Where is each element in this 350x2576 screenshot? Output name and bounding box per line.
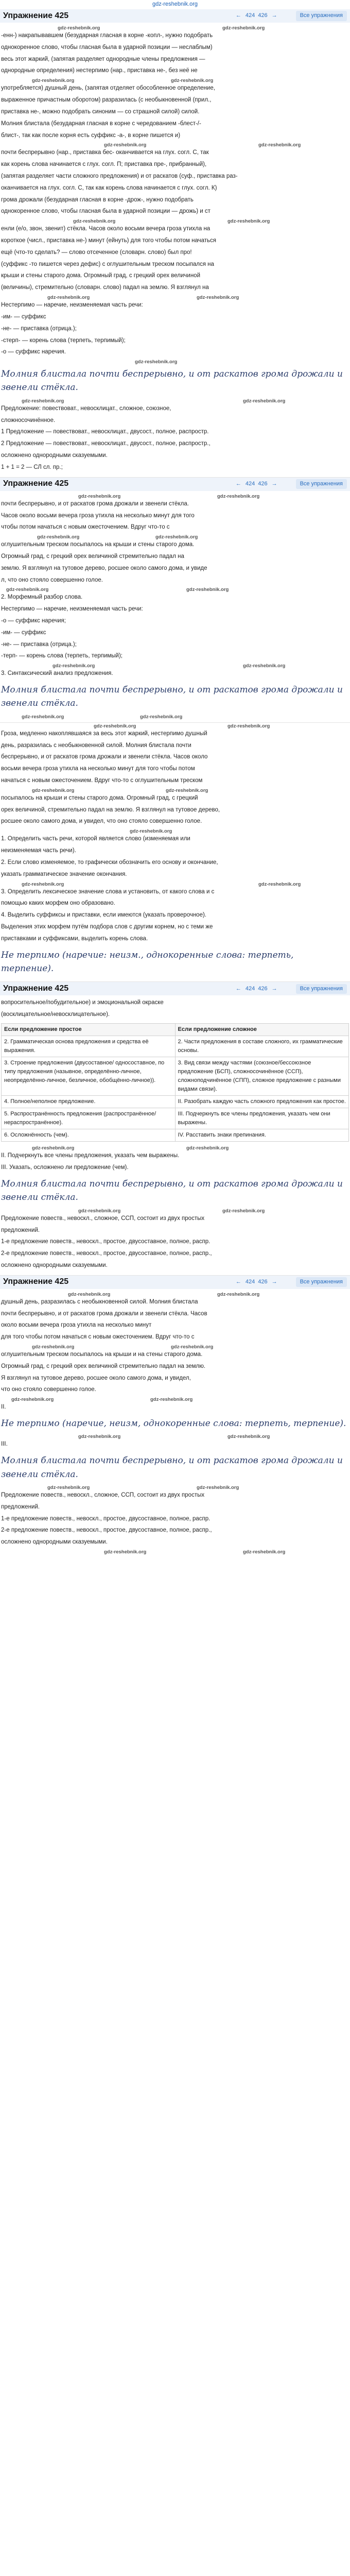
solution-section-4 (0, 981, 350, 1275)
watermark-row: gdz-reshebnik.org gdz-reshebnik.org (32, 78, 214, 84)
text-line: оглушительным треском посыпалось на крыши и стены старого дома. (1, 541, 195, 548)
table-cell: 2. Части предложения в составе сложного, их грамматические основы. (175, 1036, 348, 1057)
text-line: 1 + 1 = 2 — СЛ сл. пр.; (1, 464, 63, 470)
all-exercises-button[interactable]: Все упражнения (296, 1277, 347, 1287)
text-line: однокоренное слово, чтобы гласная была в ударной позиции — неслаблым) (1, 44, 213, 50)
text-line: употребляется) душный день, (запятая отделяет обособленное определение, (1, 85, 215, 92)
text-line: Огромный град, с грецкий орех величиной стремительно падал на (1, 553, 184, 560)
text-line: выраженное причастным оборотом) разразилась (с необыкновенной (прил., (1, 97, 212, 104)
table-cell: 4. Полное/неполное предложение. (2, 1096, 176, 1108)
text-line: что оно стояло совершенно голое. (1, 1386, 96, 1393)
text-line: крыши и стены старого дома. Огромный град, с грецкий орех величиной (1, 273, 201, 279)
handwritten-sentence: Молния блистала почти беспрерывно, и от раскатов грома дрожали и звенели стёкла. (1, 1455, 343, 1480)
text-line: приставка не-, можно подобрать синоним — со страшной силой) силой. (1, 108, 200, 115)
exercise-header (0, 9, 350, 23)
text-line: 3. Синтаксический анализ предложения. (1, 670, 113, 677)
text-line: -не- — приставка (отрица.); (1, 641, 77, 648)
prev-exercise-link[interactable]: 424 (245, 985, 255, 992)
table-cell: 2. Грамматическая основа предложения и средства её выражения. (2, 1036, 176, 1057)
exercise-title: Упражнение 425 (3, 1277, 69, 1286)
prev-exercise-link[interactable]: 424 (245, 1279, 255, 1285)
next-exercise-link[interactable]: 426 (258, 481, 268, 487)
text-line: 1. Определить часть речи, которой является слово (изменяемая или (1, 836, 190, 842)
table-row (2, 1108, 349, 1129)
text-line: Нестерпимо — наречие, неизменяемая часть речи: (1, 302, 143, 309)
text-line: предложений. (1, 1503, 40, 1510)
text-line: восьми вечера гроза утихла на несколько минут для того чтобы потом (1, 766, 195, 772)
exercise-nav (235, 984, 347, 994)
exercise-title: Упражнение 425 (3, 479, 69, 488)
text-line: как корень слова начинается с глух. согл. П; приставка пре-, прибранный), (1, 161, 207, 168)
handwritten-morpheme-note: Не терпимо (наречие, неизм, однокоренные слова: терпеть, терпение). (1, 1418, 346, 1429)
exercise-nav (235, 11, 347, 21)
table-header-simple: Если предложение простое (2, 1023, 176, 1036)
watermark-row: gdz-reshebnik.org gdz-reshebnik.org (37, 534, 198, 540)
watermark-row: gdz-reshebnik.org gdz-reshebnik.org (6, 587, 229, 593)
text-line: однокоренное слово, чтобы гласная была в ударной позиции — дрожь) и ст (1, 208, 211, 215)
site-link[interactable]: gdz-reshebnik.org (152, 1, 198, 7)
text-line: II. (1, 1404, 6, 1411)
watermark-row: gdz-reshebnik.org (130, 828, 172, 835)
text-line: почти беспрерывно (нар., приставка бес- оканчивается на глух. согл. С, так (1, 149, 209, 156)
next-exercise-link[interactable]: 426 (258, 1279, 268, 1285)
table-cell: 3. Строение предложения (двусоставное/ односоставное, по типу предложения (назывное, определённо-личное, неопределённо-личное, безличное, обобщённо-личное)). (2, 1057, 176, 1096)
text-line: начаться с новым ожесточением. Вдруг что-то с оглушительным треском (1, 777, 203, 784)
analysis-plan-table (1, 1023, 349, 1142)
text-line: почти беспрерывно, и от раскатов грома дрожали и звенели стёкла. (1, 500, 189, 507)
text-line: 2-е предложение повеств., невоскл., простое, двусоставное, полное, распр., (1, 1250, 212, 1257)
text-line: для того чтобы потом начаться с новым ожесточением. Вдруг что-то с (1, 1334, 195, 1341)
text-line: Предложение повеств., невоскл., сложное, ССП, состоит из двух простых (1, 1215, 205, 1222)
table-row (2, 1096, 349, 1108)
table-cell: 3. Вид связи между частями (союзное/бессоюзное предложение (БСП), сложносочинённое (ССП), сложноподчинённое (СПП), сложное предложение с разными видами связи). (175, 1057, 348, 1096)
all-exercises-button[interactable]: Все упражнения (296, 984, 347, 994)
text-line: л, что оно стояло совершенно голое. (1, 577, 103, 583)
text-line: Нестерпимо — наречие, неизменяемая часть речи: (1, 606, 143, 613)
handwritten-sentence: Молния блистала почти беспрерывно, и от раскатов грома дрожали и звенели стёкла. (1, 685, 343, 709)
table-cell: III. Подчеркнуть все члены предложения, указать чем они выражены. (175, 1108, 348, 1129)
text-line: -им- — суффикс (1, 313, 46, 320)
text-line: -терп- — корень слова (терпеть, терпимый); (1, 653, 122, 659)
text-line: оглушительным треском посыпалось на крыши и на стены старого дома. (1, 1351, 203, 1358)
next-exercise-link[interactable]: 426 (258, 985, 268, 992)
text-line: Гроза, медленно накоплявшаяся за весь этот жаркий, нестерпимо душный (1, 730, 207, 737)
exercise-header (0, 478, 350, 491)
text-line: грома дрожали (безударная гласная в корне -дрож-, нужно подобрать (1, 196, 194, 203)
table-row (2, 1129, 349, 1142)
exercise-header (0, 982, 350, 995)
text-line: -не- — приставка (отрица.); (1, 325, 77, 332)
exercise-nav (235, 479, 347, 489)
text-line: енли (е/о, звон, звенит) стёкла. Часов около восьми вечера гроза утихла на (1, 226, 211, 232)
watermark-row: gdz-reshebnik.org gdz-reshebnik.org (78, 1208, 265, 1214)
text-line: -о — суффикс наречия. (1, 349, 66, 355)
text-line: помощью каких морфем оно образовано. (1, 900, 115, 907)
prev-exercise-link[interactable]: 424 (245, 12, 255, 19)
prev-arrow-icon[interactable]: ← (235, 1279, 241, 1285)
watermark-row: gdz-reshebnik.org gdz-reshebnik.org (47, 1484, 239, 1490)
table-cell: IV. Расставить знаки препинания. (175, 1129, 348, 1142)
text-line: осложнено однородными сказуемыми. (1, 1262, 108, 1268)
next-arrow-icon[interactable]: → (271, 12, 277, 19)
watermark-row: gdz-reshebnik.org gdz-reshebnik.org (94, 723, 270, 729)
text-line: 2 Предложение — повествоват., невосклицат., двусост., полное, распростр., (1, 440, 211, 447)
watermark-row: gdz-reshebnik.org gdz-reshebnik.org (58, 25, 265, 31)
text-line: росшее около самого дома, и увидел, что оно стояло совершенно голое. (1, 818, 202, 825)
table-cell: 5. Распространённость предложения (распространённое/ нераспространённое). (2, 1108, 176, 1129)
watermark-row: gdz-reshebnik.org gdz-reshebnik.org (104, 1549, 286, 1555)
text-line: душный день, разразилась с необыкновенной силой. Молния блистала (1, 1298, 198, 1305)
watermark-row: gdz-reshebnik.org gdz-reshebnik.org (104, 142, 301, 148)
text-line: (восклицательное/невосклицательное). (1, 1011, 110, 1018)
text-line: 3. Определить лексическое значение слова и установить, от какого слова и с (1, 888, 215, 895)
next-exercise-link[interactable]: 426 (258, 12, 268, 19)
text-line: приставками и суффиксами, выделить корень слова. (1, 935, 148, 942)
watermark-row: gdz-reshebnik.org gdz-reshebnik.org (32, 1344, 214, 1350)
text-line: 2-е предложение повеств., невоскл., простое, двусоставное, полное, распр., (1, 1527, 212, 1534)
text-line: 2. Если слово изменяемое, то графически обозначить его основу и окончание, (1, 859, 218, 866)
exercise-title: Упражнение 425 (3, 984, 69, 993)
text-line: 2. Морфемный разбор слова. (1, 594, 83, 601)
exercise-nav (235, 1277, 347, 1287)
text-line: III. Указать, осложнено ли предложение (чем). (1, 1164, 129, 1171)
watermark-row: gdz-reshebnik.org gdz-reshebnik.org (22, 881, 301, 887)
text-line: Молния блистала (безударная гласная в корне с чередованием -блест-/- (1, 120, 201, 127)
text-line: II. Подчеркнуть все члены предложения, указать чем выражены. (1, 1153, 180, 1159)
solution-section-5 (0, 1275, 350, 1557)
text-line: осложнено однородными сказуемыми. (1, 452, 108, 459)
all-exercises-button[interactable]: Все упражнения (296, 479, 347, 489)
text-line: 1-е предложение повеств., невоскл., простое, двусоставное, полное, распр. (1, 1239, 211, 1245)
handwritten-morpheme-note: Не терпимо (наречие: неизм., однокоренные слова: терпеть, терпение). (1, 950, 294, 974)
watermark-row: gdz-reshebnik.org gdz-reshebnik.org (22, 714, 183, 720)
text-line: Часов около восьми вечера гроза утихла на несколько минут для того (1, 512, 195, 519)
exercise-header (0, 1276, 350, 1289)
text-line: осложнено однородными сказуемыми. (1, 1539, 108, 1546)
watermark-row: gdz-reshebnik.org gdz-reshebnik.org (47, 295, 239, 301)
text-line: (суффикс -то пишется через дефис) с оглушительным треском посыпался на (1, 261, 214, 267)
text-line: почти беспрерывно, и от раскатов грома дрожали и звенели стёкла. Часов (1, 1310, 207, 1317)
table-cell: II. Разобрать каждую часть сложного предложения как простое. (175, 1096, 348, 1108)
watermark-row: gdz-reshebnik.org gdz-reshebnik.org (32, 787, 208, 793)
watermark-row: gdz-reshebnik.org gdz-reshebnik.org (78, 493, 260, 499)
text-line: (величины), стремительно (словарн. слово) падал на землю. Я взглянул на (1, 284, 209, 291)
solution-section-1 (0, 9, 350, 477)
text-line: -енн-) накрапывавшем (безударная гласная в корне -копл-, нужно подобрать (1, 32, 213, 39)
watermark-row: gdz-reshebnik.org gdz-reshebnik.org (32, 1145, 229, 1151)
prev-arrow-icon[interactable]: ← (235, 985, 241, 992)
text-line: день, разразилась с необыкновенной силой. Молния блистала почти (1, 742, 191, 749)
next-arrow-icon[interactable]: → (271, 1279, 277, 1285)
text-line: указать грамматическое значение окончания. (1, 871, 127, 877)
text-line: блист-, так как после корня есть суффикс -а-, в корне пишется и) (1, 132, 181, 139)
watermark-row: gdz-reshebnik.org gdz-reshebnik.org (11, 1397, 193, 1403)
next-arrow-icon[interactable]: → (271, 985, 277, 992)
text-line: ещё (что-то сделать? — слово отсеченное (словарн. слово) был про! (1, 249, 192, 256)
watermark-row: gdz-reshebnik.org gdz-reshebnik.org (52, 663, 286, 669)
text-line: III. (1, 1441, 8, 1448)
text-line: Я взглянул на тутовое дерево, росшее около самого дома, и увидел, (1, 1375, 191, 1381)
watermark-row: gdz-reshebnik.org (135, 359, 178, 365)
watermark-row: gdz-reshebnik.org gdz-reshebnik.org (22, 398, 286, 404)
text-line: 1-е предложение повеств., невоскл., простое, двусоставное, полное, распр. (1, 1515, 211, 1522)
watermark-row: gdz-reshebnik.org gdz-reshebnik.org (68, 1291, 260, 1297)
text-line: оканчивается на глух. согл. С, так как корень слова начинается с глух. согл. К) (1, 184, 217, 191)
text-line: Предложение: повествоват., невосклицат., сложное, союзное, (1, 405, 171, 412)
text-line: Огромный град, с грецкий орех величиной стремительно падал на землю. (1, 1363, 206, 1369)
text-line: вопросительное/побудительное) и эмоциональной окраске (1, 999, 164, 1006)
text-line: Выделения этих морфем путём подбора слов с другим корнем, но с теми же (1, 923, 213, 930)
text-line: беспрерывно, и от раскатов грома дрожали и звенели стёкла. Часов около (1, 754, 208, 760)
text-line: предложений. (1, 1227, 40, 1233)
table-cell: 6. Осложнённость (чем). (2, 1129, 176, 1142)
exercise-title: Упражнение 425 (3, 11, 69, 20)
text-line: весь этот жаркий, (запятая разделяет однородные члены предложения — (1, 56, 205, 62)
solution-section-2 (0, 477, 350, 722)
text-line: около восьми вечера гроза утихла на несколько минут (1, 1322, 152, 1329)
text-line: -стерп- — корень слова (терпеть, терпимый); (1, 337, 126, 344)
table-row (2, 1036, 349, 1057)
text-line: 1 Предложение — повествоват., невосклицат., двусост., полное, распростр. (1, 429, 209, 435)
watermark-row: gdz-reshebnik.org gdz-reshebnik.org (73, 218, 270, 225)
table-row (2, 1057, 349, 1096)
text-line: короткое (числ., приставка не-) минут (ейнуть) для того чтобы потом начаться (1, 238, 216, 244)
text-line: орех величиной, стремительно падал на землю. Я взглянул на тутовое дерево, (1, 806, 220, 813)
prev-arrow-icon[interactable]: ← (235, 12, 241, 19)
text-line: (запятая разделяет части сложного предложения) и от раскатов (суф., приставка раз- (1, 173, 238, 179)
text-line: 4. Выделить суффиксы и приставки, если имеются (указать проверочное). (1, 912, 207, 919)
text-line: посыпалось на крыши и стены старого дома. Огромный град, с грецкий (1, 794, 198, 801)
table-header-complex: Если предложение сложное (175, 1023, 348, 1036)
prev-arrow-icon[interactable]: ← (235, 481, 241, 487)
text-line: сложносочинённое. (1, 417, 56, 423)
prev-exercise-link[interactable]: 424 (245, 481, 255, 487)
text-line: неизменяемая часть речи). (1, 848, 76, 854)
text-line: землю. Я взглянул на тутовое дерево, росшее около самого дома, и увиде (1, 565, 207, 571)
watermark-row: gdz-reshebnik.org gdz-reshebnik.org (78, 1434, 270, 1440)
text-line: однородные определения) нестерпимо (нар., приставка не-, без неё не (1, 67, 198, 74)
text-line: чтобы потом начаться с новым ожесточением. Вдруг что-то с (1, 524, 170, 531)
handwritten-sentence: Молния блистала почти беспрерывно, и от раскатов грома дрожали и звенели стёкла. (1, 1179, 343, 1203)
text-line: -им- — суффикс (1, 629, 46, 636)
text-line: Предложение повеств., невоскл., сложное, ССП, состоит из двух простых (1, 1492, 205, 1498)
solution-section-3 (0, 722, 350, 982)
handwritten-sentence: Молния блистала почти беспрерывно, и от раскатов грома дрожали и звенели стёкла. (1, 369, 343, 393)
text-line: -о — суффикс наречия; (1, 618, 66, 624)
next-arrow-icon[interactable]: → (271, 481, 277, 487)
all-exercises-button[interactable]: Все упражнения (296, 11, 347, 21)
